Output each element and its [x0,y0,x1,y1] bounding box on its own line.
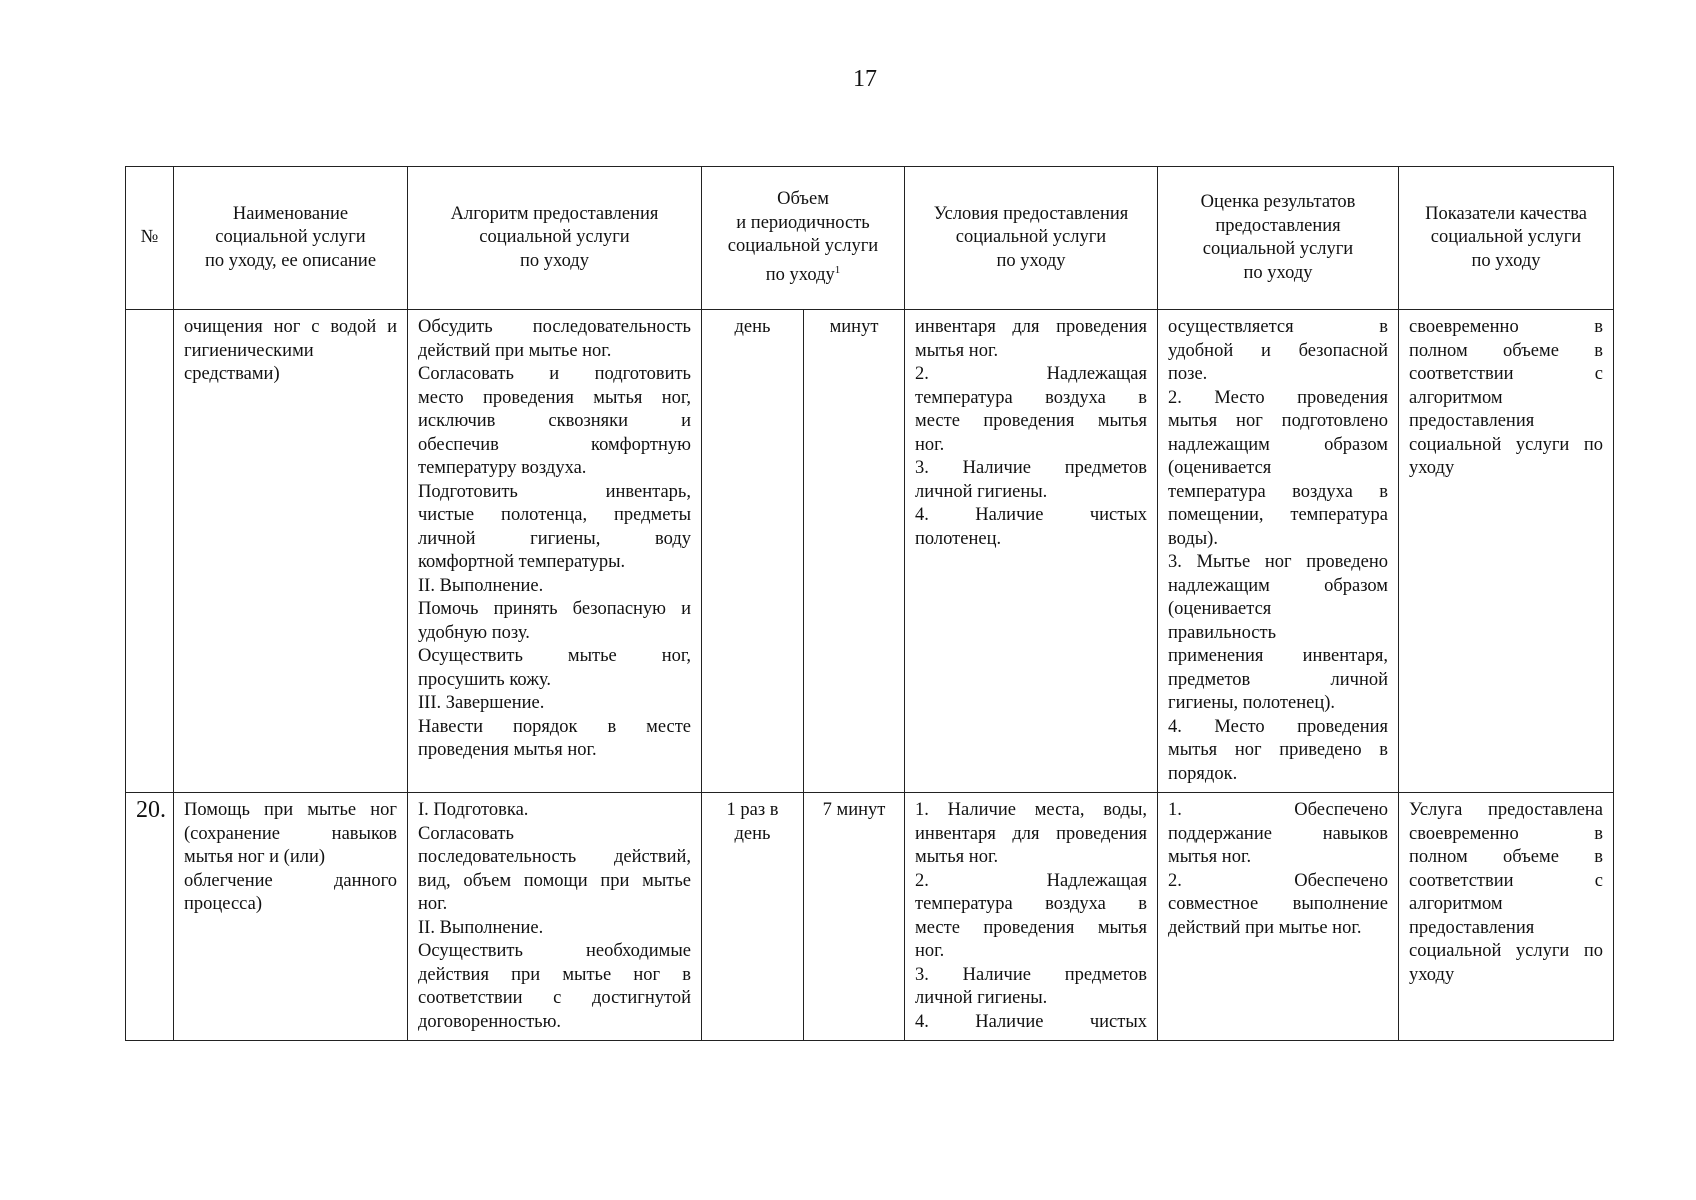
service-algorithm: Обсудить последовательность действий при мытье ног. Согласовать и подготовить место проведения мытья ног, исключив сквозняки и обеспечив комфортную температуру воздуха. Подготовить инвентарь, чистые полотенца, предметы личной гигиены, воду комфортной температуры. II. Выполнение. Помочь принять безопасную и удобную позу. Осуществить мытье ног, просушить кожу. III. Завершение. Навести порядок в месте проведения мытья ног. [408,310,702,793]
header-conditions: Условия предоставления социальной услуги по уходу [905,167,1158,310]
header-volume: Объем и периодичность социальной услуги по уходу$^1$ [702,167,905,310]
service-quality: Услуга предоставлена своевременно в полном объеме в соответствии с алгоритмом предоставления социальной услуги по уходу [1399,793,1614,1041]
header-quality: Показатели качества социальной услуги по уходу [1399,167,1614,310]
row-number [126,310,174,793]
service-conditions: инвентаря для проведения мытья ног. 2. Надлежащая температура воздуха в месте проведения мытья ног. 3. Наличие предметов личной гигиены. 4. Наличие чистых полотенец. [905,310,1158,793]
volume-frequency: день [702,310,804,793]
service-evaluation: осуществляется в удобной и безопасной позе. 2. Место проведения мытья ног подготовлено надлежащим образом (оценивается температура воздуха в помещении, температура воды). 3. Мытье ног проведено надлежащим образом (оценивается правильность применения инвентаря, предметов личной гигиены, полотенец). 4. Место проведения мытья ног приведено в порядок. [1158,310,1399,793]
service-evaluation: 1. Обеспечено поддержание навыков мытья ног. 2. Обеспечено совместное выполнение действий при мытье ног. [1158,793,1399,1041]
volume-duration: 7 минут [804,793,905,1041]
header-evaluation: Оценка результатов предоставления социальной услуги по уходу [1158,167,1399,310]
footnote-marker: 1 [834,263,841,276]
service-conditions: 1. Наличие места, воды, инвентаря для проведения мытья ног. 2. Надлежащая температура воздуха в месте проведения мытья ног. 3. Наличие предметов личной гигиены. 4. Наличие чистых [905,793,1158,1041]
table-row [126,793,1614,1041]
service-algorithm: I. Подготовка. Согласовать последовательность действий, вид, объем помощи при мытье ног. II. Выполнение. Осуществить необходимые действия при мытье ног в соответствии с достигнутой договоренностью. [408,793,702,1041]
services-table [125,166,1614,1041]
table-row [126,310,1614,793]
header-name: Наименование социальной услуги по уходу, ее описание [174,167,408,310]
header-row [126,167,1614,310]
header-algorithm: Алгоритм предоставления социальной услуги по уходу [408,167,702,310]
volume-frequency: 1 раз в день [702,793,804,1041]
row-number: 20. [126,793,174,1041]
page-number: 17 [853,66,877,92]
service-name: очищения ног с водой и гигиеническими средствами) [174,310,408,793]
header-num: № [126,167,174,310]
service-name: Помощь при мытье ног (сохранение навыков мытья ног и (или) облегчение данного процесса) [174,793,408,1041]
service-quality: своевременно в полном объеме в соответствии с алгоритмом предоставления социальной услуги по уходу [1399,310,1614,793]
volume-duration: минут [804,310,905,793]
